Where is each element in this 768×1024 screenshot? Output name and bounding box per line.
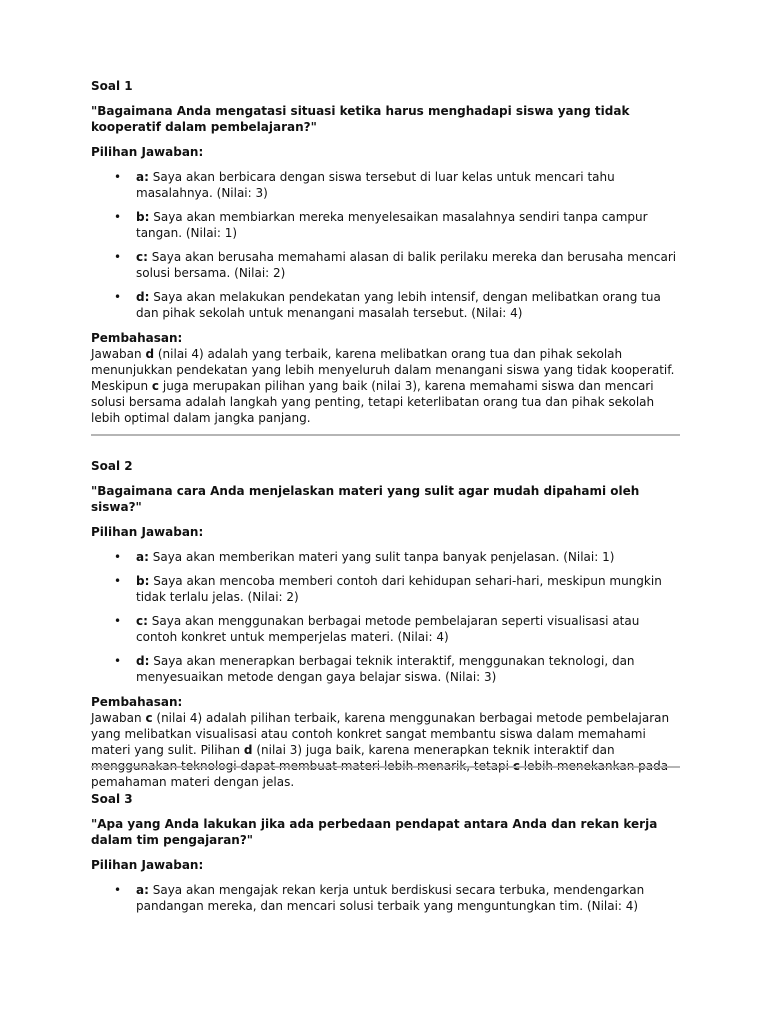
- bullet-icon: •: [114, 250, 122, 264]
- soal-1: [91, 78, 680, 426]
- option-text: Saya akan memberikan materi yang sulit tanpa banyak penjelasan. (Nilai: 1): [152, 550, 615, 564]
- pembahasan-text: [91, 346, 680, 426]
- section-divider: [91, 766, 680, 768]
- option-letter: b:: [136, 574, 150, 588]
- option-letter: a:: [136, 883, 149, 897]
- option-d: [91, 653, 680, 685]
- option-text: Saya akan mencoba memberi contoh dari kehidupan sehari-hari, meskipun mungkin tidak terlalu jelas. (Nilai: 2): [136, 574, 662, 604]
- option-letter: c:: [136, 250, 148, 264]
- option-text: Saya akan melakukan pendekatan yang lebih intensif, dengan melibatkan orang tua dan pihak sekolah untuk menangani masalah tersebut. (Nilai: 4): [136, 290, 661, 320]
- option-text: Saya akan menerapkan berbagai teknik interaktif, menggunakan teknologi, dan menyesuaikan metode dengan gaya belajar siswa. (Nilai: 3): [136, 654, 635, 684]
- options-list: [91, 882, 680, 914]
- bullet-icon: •: [114, 654, 122, 668]
- pembahasan-text: [91, 710, 680, 790]
- soal-3: [91, 791, 680, 914]
- option-text: Saya akan membiarkan mereka menyelesaikan masalahnya sendiri tanpa campur tangan. (Nilai: 1): [136, 210, 648, 240]
- option-text: Saya akan mengajak rekan kerja untuk berdiskusi secara terbuka, mendengarkan pandangan mereka, dan mencari solusi terbaik yang menguntungkan tim. (Nilai: 4): [136, 883, 645, 913]
- option-text: Saya akan menggunakan berbagai metode pembelajaran seperti visualisasi atau contoh konkret untuk memperjelas materi. (Nilai: 4): [136, 614, 640, 644]
- bullet-icon: •: [114, 290, 122, 304]
- option-letter: c:: [136, 614, 148, 628]
- bullet-icon: •: [114, 550, 122, 564]
- option-b: [91, 209, 680, 241]
- soal-title: Soal 2: [91, 459, 133, 473]
- option-text: Saya akan berbicara dengan siswa tersebut di luar kelas untuk mencari tahu masalahnya. (Nilai: 3): [136, 170, 615, 200]
- pembahasan-label: Pembahasan:: [91, 695, 183, 709]
- option-letter: a:: [136, 550, 149, 564]
- bullet-icon: •: [114, 614, 122, 628]
- option-a: [91, 549, 680, 565]
- options-list: [91, 169, 680, 321]
- section-divider: [91, 434, 680, 436]
- pembahasan-part: (nilai 4) adalah yang terbaik, karena melibatkan orang tua dan pihak sekolah menunjukkan pendekatan yang lebih menyeluruh dalam menangani siswa yang tidak kooperatif. Meskipun: [91, 347, 675, 393]
- options-list: [91, 549, 680, 685]
- pembahasan-part: (nilai 4) adalah pilihan terbaik, karena menggunakan berbagai metode pembelajaran yang melibatkan visualisasi atau contoh konkret sangat membantu siswa dalam memahami materi yang sulit. Pilihan: [91, 711, 670, 757]
- pembahasan-part: juga merupakan pilihan yang baik (nilai 3), karena memahami siswa dan mencari solusi bersama adalah langkah yang penting, tetapi keterlibatan orang tua dan pihak sekolah lebih optimal dalam jangka panjang.: [91, 379, 655, 425]
- option-letter: a:: [136, 170, 149, 184]
- question-text: "Apa yang Anda lakukan jika ada perbedaan pendapat antara Anda dan rekan kerja dalam tim pengajaran?": [91, 817, 658, 847]
- pembahasan-bold: d: [145, 347, 155, 361]
- option-d: [91, 289, 680, 321]
- pembahasan-part: Jawaban: [91, 711, 146, 725]
- pembahasan-bold: c: [512, 759, 520, 773]
- pembahasan-part: Jawaban: [91, 347, 146, 361]
- pilihan-label: Pilihan Jawaban:: [91, 525, 204, 539]
- pembahasan-part: lebih menekankan pada pemahaman materi dengan jelas.: [91, 759, 669, 789]
- option-c: [91, 249, 680, 281]
- soal-title: Soal 1: [91, 79, 133, 93]
- pilihan-label: Pilihan Jawaban:: [91, 145, 204, 159]
- pembahasan-part: (nilai 3) juga baik, karena menerapkan teknik interaktif dan menggunakan teknologi dapat membuat materi lebih menarik, tetapi: [91, 743, 615, 773]
- soal-2: [91, 458, 680, 790]
- option-letter: b:: [136, 210, 150, 224]
- bullet-icon: •: [114, 170, 122, 184]
- bullet-icon: •: [114, 210, 122, 224]
- pembahasan-label: Pembahasan:: [91, 331, 183, 345]
- option-text: Saya akan berusaha memahami alasan di balik perilaku mereka dan berusaha mencari solusi bersama. (Nilai: 2): [136, 250, 677, 280]
- pembahasan-bold: d: [243, 743, 253, 757]
- pembahasan-bold: c: [151, 379, 160, 393]
- option-letter: d:: [136, 654, 150, 668]
- option-letter: d:: [136, 290, 150, 304]
- pembahasan-bold: c: [145, 711, 153, 725]
- pilihan-label: Pilihan Jawaban:: [91, 858, 204, 872]
- question-text: "Bagaimana cara Anda menjelaskan materi yang sulit agar mudah dipahami oleh siswa?": [91, 484, 640, 514]
- question-text: "Bagaimana Anda mengatasi situasi ketika harus menghadapi siswa yang tidak kooperatif dalam pembelajaran?": [91, 104, 630, 134]
- option-a: [91, 169, 680, 201]
- bullet-icon: •: [114, 574, 122, 588]
- bullet-icon: •: [114, 883, 122, 897]
- soal-title: Soal 3: [91, 792, 133, 806]
- option-a: [91, 882, 680, 914]
- option-c: [91, 613, 680, 645]
- option-b: [91, 573, 680, 605]
